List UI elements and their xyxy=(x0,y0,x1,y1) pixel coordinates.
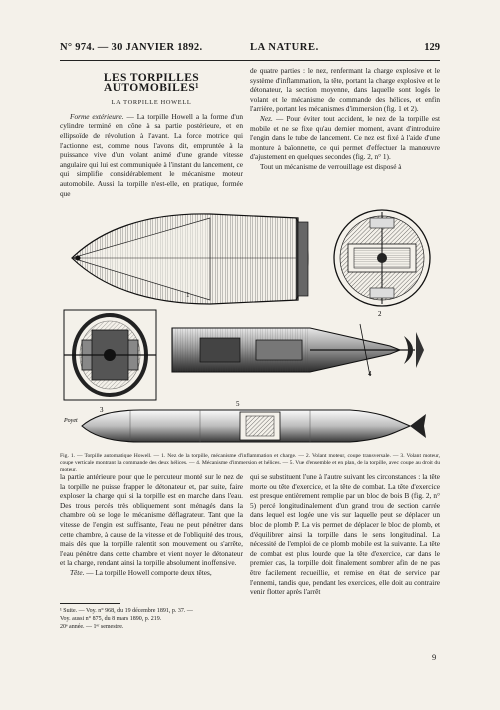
figure-label-4: 4 xyxy=(368,370,372,378)
figure-label-2: 2 xyxy=(378,310,382,318)
page-number: 129 xyxy=(424,42,440,53)
paragraph xyxy=(250,66,440,114)
torpedo-figure xyxy=(60,200,440,452)
torpedo-engraving xyxy=(60,200,440,452)
flywheel-vertical-section xyxy=(64,310,156,400)
paragraph-lead: Tête. xyxy=(70,567,85,577)
paragraph xyxy=(250,162,440,172)
column-right-bottom xyxy=(250,472,440,597)
article-title: LES TORPILLES AUTOMOBILES¹ xyxy=(103,72,200,94)
journal-title: LA NATURE. xyxy=(250,42,319,53)
paragraph-text: la partie antérieure pour que le percuteur monté sur le nez de la torpille ne puisse frapper le détonateur et, par suite, faire exploser la charge qui si la torpille est en marche dans l'eau. Des trous percés très obliquement sont ménagés dans la chambre où se loge le mécanisme déflagrateur. Tant que la vitesse de l'engin est suffisante, l'eau ne peut pénétrer dans cette chambre, à cause de la vitesse et de l'obliquité des trous, mais dès que la torpille ralentit son mouvement ou s'arrête, l'eau pénètre dans cette chambre et vient noyer le détonateur et la charge, rendant ainsi la torpille absolument inoffensive. xyxy=(60,472,243,568)
page-header xyxy=(60,42,440,56)
paragraph-text: — La torpille Howell comporte deux têtes, xyxy=(84,567,212,577)
paragraph xyxy=(250,472,440,597)
figure-label-3: 3 xyxy=(100,406,104,414)
paragraph xyxy=(60,112,243,198)
paragraph-lead: Nez. xyxy=(260,113,273,123)
column-right-top xyxy=(250,66,440,172)
header-rule xyxy=(60,60,440,61)
nose-section-drawing xyxy=(72,214,308,304)
paragraph-text: qui se substituent l'une à l'autre suivant les circonstances : la tête morte ou tête d'exercice, et la tête de combat. La tête d'exercice est presque entièrement remplie par un bloc de bois B (fig. 2, n° 5) percé longitudinalement d'un grand trou de section carrée dans lequel est logée une vis sur laquelle peut se déplacer un bloc de plomb P. La vis permet de déplacer le bloc de plomb, et d'équilibrer ainsi la torpille dans le sens longitudinal. La nécessité de l'emploi de ce plomb mobile est la suivante. La tête de combat est plus lourde que la tête d'exercice, car dans le premier cas, la torpille doit finalement sombrer afin de ne pas être facilement recueillie, et remise en état de service par l'ennemi, tandis que, pendant les exercices, elle doit au contraire venir flotter après l'arrêt xyxy=(250,472,440,597)
issue-number: N° 974. — 30 JANVIER 1892. xyxy=(60,42,203,53)
paragraph-text: de quatre parties : le nez, renfermant la charge explosive et le système d'inflammation, la tête, portant la charge explosive et le détonateur, la section moyenne, dans laquelle sont logés le volant et le mécanisme de commande des hélices, et enfin l'arrière, portant les mécanismes d'immersion (fig. 1 et 2). xyxy=(250,66,440,114)
paragraph-text: — Pour éviter tout accident, le nez de la torpille est mobile et ne se fixe qu'au dernier moment, avant d'introduire l'engin dans le tube de lancement. Ce nez est fixé à l'aide d'une monture à baïonnette, ce qui permet d'effectuer la manœuvre d'ajustement en quelques secondes (fig. 2, n° 1). xyxy=(250,113,440,162)
volume-note: 20ᵉ année. — 1ᵉʳ semestre. xyxy=(60,624,124,630)
figure-label-5: 5 xyxy=(236,400,240,408)
footnote-line: ¹ Suite. — Voy. n° 968, du 19 décembre 1891, p. 37. — xyxy=(60,608,193,614)
paragraph xyxy=(60,568,243,578)
column-left-top xyxy=(60,66,243,198)
paragraph-text: Tout un mécanisme de verrouillage est disposé à xyxy=(260,161,402,171)
engraver-signature: Poyet xyxy=(64,418,78,424)
article-subtitle: LA TORPILLE HOWELL xyxy=(111,99,192,107)
full-torpedo-drawing xyxy=(82,410,426,442)
figure-label-1: 1 xyxy=(186,291,190,299)
signature-mark: 9 xyxy=(432,652,437,662)
paragraph xyxy=(250,114,440,162)
footnote-rule xyxy=(60,603,120,604)
paragraph-text: — La torpille Howell a la forme d'un cylindre terminé en cône à sa partie postérieure, et en ellipsoïde de révolution à l'avant. La force motrice qui l'actionne est, comme nous l'avons dit, empruntée à la puissance vive d'un volant animé d'une grande vitesse angulaire qui lui est communiquée à l'instant du lancement, ce qui simplifie considérablement le mécanisme moteur automobile. Aussi la torpille n'est-elle, en pratique, formée que xyxy=(60,111,243,198)
footnotes xyxy=(60,607,243,631)
tail-mechanism-drawing xyxy=(172,324,424,376)
paragraph xyxy=(60,472,243,568)
figure-caption: Fig. 1. — Torpille automatique Howell. — 1. Nez de la torpille, mécanisme d'inflammation et charge. — 2. Volant moteur, coupe transversale. — 3. Volant moteur, coupe verticale montrant la commande des deux hélices. — 4. Mécanisme d'immersion et hélices. — 5. Vue d'ensemble et en plan, de la torpille, avec coupe au droit du moteur. xyxy=(60,453,440,474)
flywheel-cross-section xyxy=(334,210,430,306)
paragraph-lead: Forme extérieure. xyxy=(70,111,124,121)
footnote-line: Voy. aussi n° 875, du 8 mars 1890, p. 219. xyxy=(60,616,162,622)
column-left-bottom xyxy=(60,472,243,578)
